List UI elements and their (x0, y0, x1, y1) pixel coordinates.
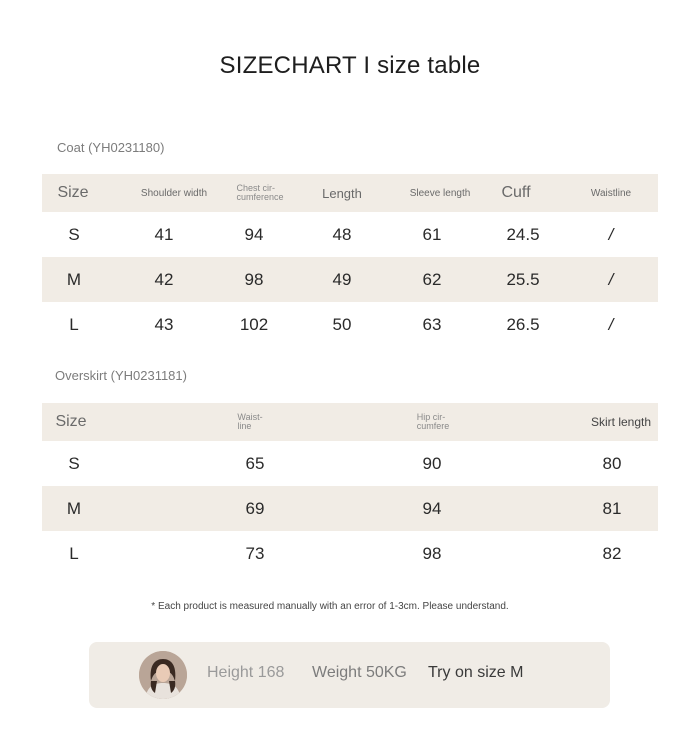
coat-header-chest: Chest cir- cumference (236, 183, 284, 202)
coat-header-row (42, 174, 658, 212)
model-weight: Weight 50KG (312, 664, 407, 681)
overskirt-size-table (42, 403, 658, 576)
table-row (42, 212, 658, 257)
coat-header-cuff: Cuff (501, 184, 531, 201)
coat-cell-length: 48 (332, 224, 352, 244)
table-row (42, 486, 658, 531)
coat-cell-sleeve: 63 (422, 314, 442, 334)
coat-header-size: Size (57, 184, 89, 201)
coat-header-shoulder: Shoulder width (140, 187, 208, 199)
measurement-note: * Each product is measured manually with an error of 1-3cm. Please understand. (151, 601, 509, 612)
model-try-on-size: Try on size M (428, 664, 524, 681)
overskirt-header-size: Size (55, 413, 87, 430)
coat-size-table (42, 174, 658, 347)
coat-cell-waist: / (608, 314, 614, 334)
coat-cell-length: 50 (332, 314, 352, 334)
overskirt-cell-hip: 98 (422, 543, 442, 563)
coat-cell-sleeve: 61 (422, 224, 442, 244)
overskirt-header-waistline: Waist- line (237, 412, 263, 431)
overskirt-header-skirt-length: Skirt length (590, 415, 652, 429)
coat-cell-chest: 94 (244, 224, 264, 244)
coat-section-label: Coat (YH0231180) (57, 140, 165, 155)
model-info-card (89, 642, 610, 708)
overskirt-cell-size: S (68, 453, 80, 473)
overskirt-cell-size: L (69, 543, 79, 563)
table-row (42, 257, 658, 302)
overskirt-cell-hip: 94 (422, 498, 442, 518)
table-row (42, 441, 658, 486)
overskirt-cell-waist: 73 (245, 543, 265, 563)
overskirt-cell-skirt: 81 (602, 498, 622, 518)
overskirt-header-hip: Hip cir- cumfere (416, 412, 450, 431)
overskirt-section-label: Overskirt (YH0231181) (55, 368, 187, 383)
overskirt-cell-hip: 90 (422, 453, 442, 473)
overskirt-header-row (42, 403, 658, 441)
overskirt-cell-waist: 65 (245, 453, 265, 473)
page-title: SIZECHART I size table (219, 52, 481, 79)
model-avatar (139, 651, 187, 699)
coat-header-waistline: Waistline (590, 187, 632, 199)
coat-cell-shoulder: 41 (154, 224, 174, 244)
coat-cell-waist: / (608, 224, 614, 244)
coat-cell-shoulder: 42 (154, 269, 174, 289)
coat-cell-size: M (66, 269, 82, 289)
coat-cell-waist: / (608, 269, 614, 289)
coat-cell-cuff: 24.5 (506, 224, 540, 244)
coat-cell-length: 49 (332, 269, 352, 289)
overskirt-cell-skirt: 80 (602, 453, 622, 473)
coat-cell-size: S (68, 224, 80, 244)
coat-cell-chest: 102 (239, 314, 269, 334)
coat-cell-cuff: 25.5 (506, 269, 540, 289)
coat-cell-sleeve: 62 (422, 269, 442, 289)
coat-cell-cuff: 26.5 (506, 314, 540, 334)
overskirt-cell-size: M (66, 498, 82, 518)
coat-cell-chest: 98 (244, 269, 264, 289)
coat-cell-shoulder: 43 (154, 314, 174, 334)
coat-header-sleeve: Sleeve length (409, 187, 471, 199)
coat-cell-size: L (69, 314, 79, 334)
table-row (42, 302, 658, 347)
table-row (42, 531, 658, 576)
overskirt-cell-skirt: 82 (602, 543, 622, 563)
coat-header-length: Length (322, 185, 362, 201)
model-height: Height 168 (207, 664, 285, 681)
overskirt-cell-waist: 69 (245, 498, 265, 518)
